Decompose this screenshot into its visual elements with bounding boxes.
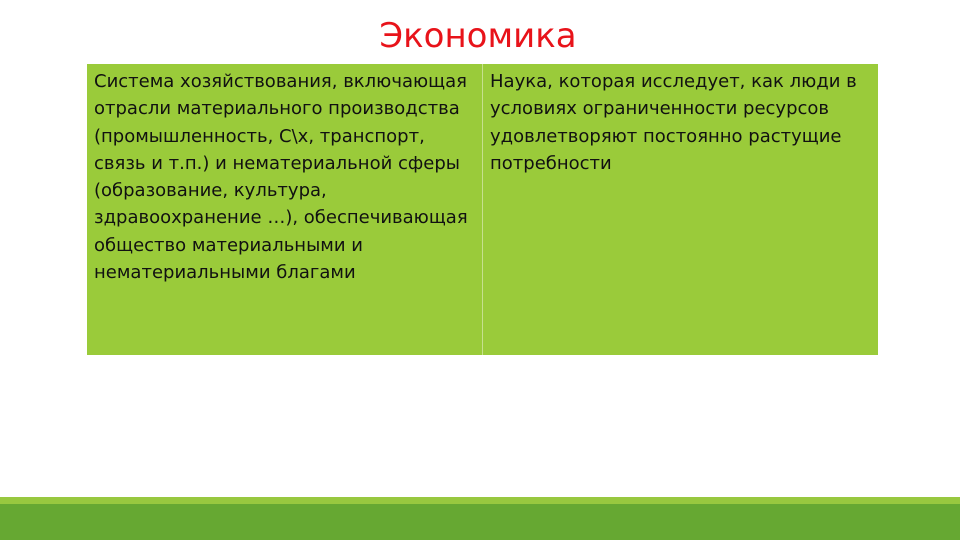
slide-title [0,14,960,58]
footer-stripe [0,504,960,540]
slide-title-text: Экономика [379,16,577,56]
footer-stripe-light [0,497,960,504]
table-cell-left: Система хозяйствования, включающая отрасли материального производства (промышленность, С\х, транспорт, связь и т.п.) и нематериальной сферы (образование, культура, здравоохранение …), обеспечивающая общество материальными и нематериальными благами [87,64,482,355]
table-cell-right: Наука, которая исследует, как люди в условиях ограниченности ресурсов удовлетворяют постоянно растущие потребности [483,64,878,355]
definition-table [87,64,878,355]
